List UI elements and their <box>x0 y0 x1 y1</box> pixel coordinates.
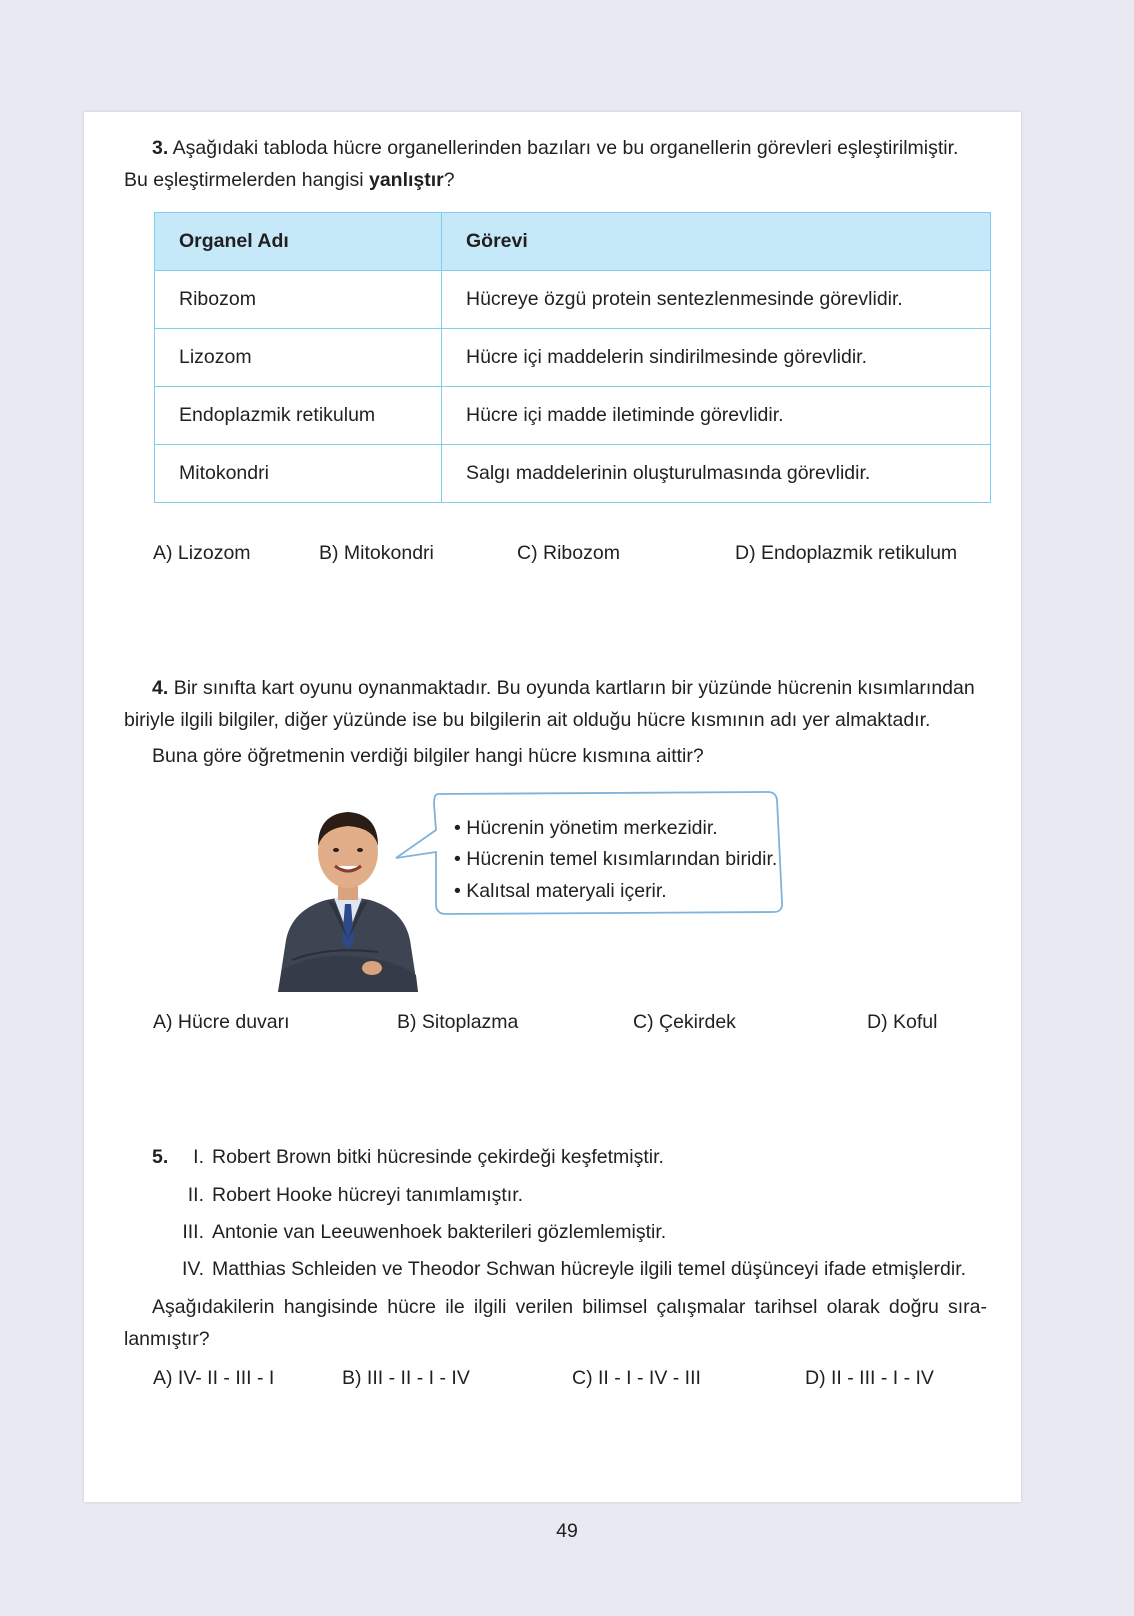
table-header-gorevi: Görevi <box>442 213 991 271</box>
q4-option-d[interactable]: D) Koful <box>867 1011 938 1033</box>
q3-option-b[interactable]: B) Mitokondri <box>319 542 434 564</box>
table-cell-gorev: Salgı maddelerinin oluşturulmasında görevlidir. <box>442 445 991 503</box>
q5-roman: IV. <box>181 1258 204 1280</box>
table-cell-organel: Lizozom <box>155 329 442 387</box>
q3-text-1: Aşağıdaki tabloda hücre organellerinden bazıları ve bu organellerin görevleri eşleştirilmiştir. <box>172 137 959 159</box>
q4-number: 4. <box>152 677 169 699</box>
table-header-organel: Organel Adı <box>155 213 442 271</box>
q4-option-b[interactable]: B) Sitoplazma <box>397 1011 519 1033</box>
q3-option-c[interactable]: C) Ribozom <box>517 542 620 564</box>
q5-roman: III. <box>182 1221 204 1243</box>
bubble-item: • Kalıtsal materyali içerir. <box>454 880 667 902</box>
table-cell-organel: Ribozom <box>155 271 442 329</box>
q4-line3: Buna göre öğretmenin verdiği bilgiler hangi hücre kısmına aittir? <box>152 745 704 767</box>
q3-line1 <box>152 132 958 164</box>
q5-option-b[interactable]: B) III - II - I - IV <box>342 1367 470 1389</box>
q4-option-a[interactable]: A) Hücre duvarı <box>153 1011 290 1033</box>
q3-number: 3. <box>152 137 169 159</box>
q4-option-c[interactable]: C) Çekirdek <box>633 1011 736 1033</box>
bubble-item: • Hücrenin temel kısımlarından biridir. <box>454 848 778 870</box>
q3-line2 <box>124 164 455 196</box>
table-header-row <box>155 213 991 271</box>
q5-roman: I. <box>193 1146 204 1168</box>
bubble-item: • Hücrenin yönetim merkezidir. <box>454 817 718 839</box>
q5-item-text: Matthias Schleiden ve Theodor Schwan hücreyle ilgili temel düşünceyi ifade etmişlerdir. <box>212 1258 967 1280</box>
q4-line1 <box>152 672 975 704</box>
organelle-table <box>154 212 991 503</box>
q4-line2: biriyle ilgili bilgiler, diğer yüzünde ise bu bilgilerin ait olduğu hücre kısmının adı yer almaktadır. <box>124 709 931 731</box>
q5-option-d[interactable]: D) II - III - I - IV <box>805 1367 934 1389</box>
q3-qmark: ? <box>443 169 455 191</box>
q5-roman: II. <box>187 1184 204 1206</box>
q5-option-a[interactable]: A) IV- II - III - I <box>153 1367 275 1389</box>
table-cell-organel: Mitokondri <box>155 445 442 503</box>
table-row <box>155 445 991 503</box>
page-number: 49 <box>556 1520 578 1542</box>
q3-keyword: yanlıştır <box>368 169 444 191</box>
table-row <box>155 271 991 329</box>
bubble-item-text: Hücrenin yönetim merkezidir. <box>466 817 718 839</box>
table-row <box>155 387 991 445</box>
q5-option-c[interactable]: C) II - I - IV - III <box>572 1367 701 1389</box>
table-cell-gorev: Hücre içi madde iletiminde görevlidir. <box>442 387 991 445</box>
q5-question-line2: lanmıştır? <box>124 1328 210 1350</box>
table-cell-organel: Endoplazmik retikulum <box>155 387 442 445</box>
q5-question-line1: Aşağıdakilerin hangisinde hücre ile ilgili verilen bilimsel çalışmalar tarihsel olarak doğru sıra- <box>152 1296 987 1318</box>
bubble-item-text: Hücrenin temel kısımlarından biridir. <box>466 848 778 870</box>
q3-option-d[interactable]: D) Endoplazmik retikulum <box>735 542 958 564</box>
q5-number: 5. <box>152 1146 169 1168</box>
table-cell-gorev: Hücreye özgü protein sentezlenmesinde görevlidir. <box>442 271 991 329</box>
q3-text-2: Bu eşleştirmelerden hangisi <box>124 169 369 191</box>
q3-option-a[interactable]: A) Lizozom <box>153 542 251 564</box>
q4-text-1: Bir sınıfta kart oyunu oynanmaktadır. Bu oyunda kartların bir yüzünde hücrenin kısımlarından <box>173 677 975 699</box>
q5-item-text: Robert Hooke hücreyi tanımlamıştır. <box>212 1184 524 1206</box>
q5-item-text: Antonie van Leeuwenhoek bakterileri gözlemlemiştir. <box>212 1221 667 1243</box>
table-row <box>155 329 991 387</box>
bubble-item-text: Kalıtsal materyali içerir. <box>466 880 667 902</box>
q5-item-text: Robert Brown bitki hücresinde çekirdeği keşfetmiştir. <box>212 1146 664 1168</box>
table-cell-gorev: Hücre içi maddelerin sindirilmesinde görevlidir. <box>442 329 991 387</box>
